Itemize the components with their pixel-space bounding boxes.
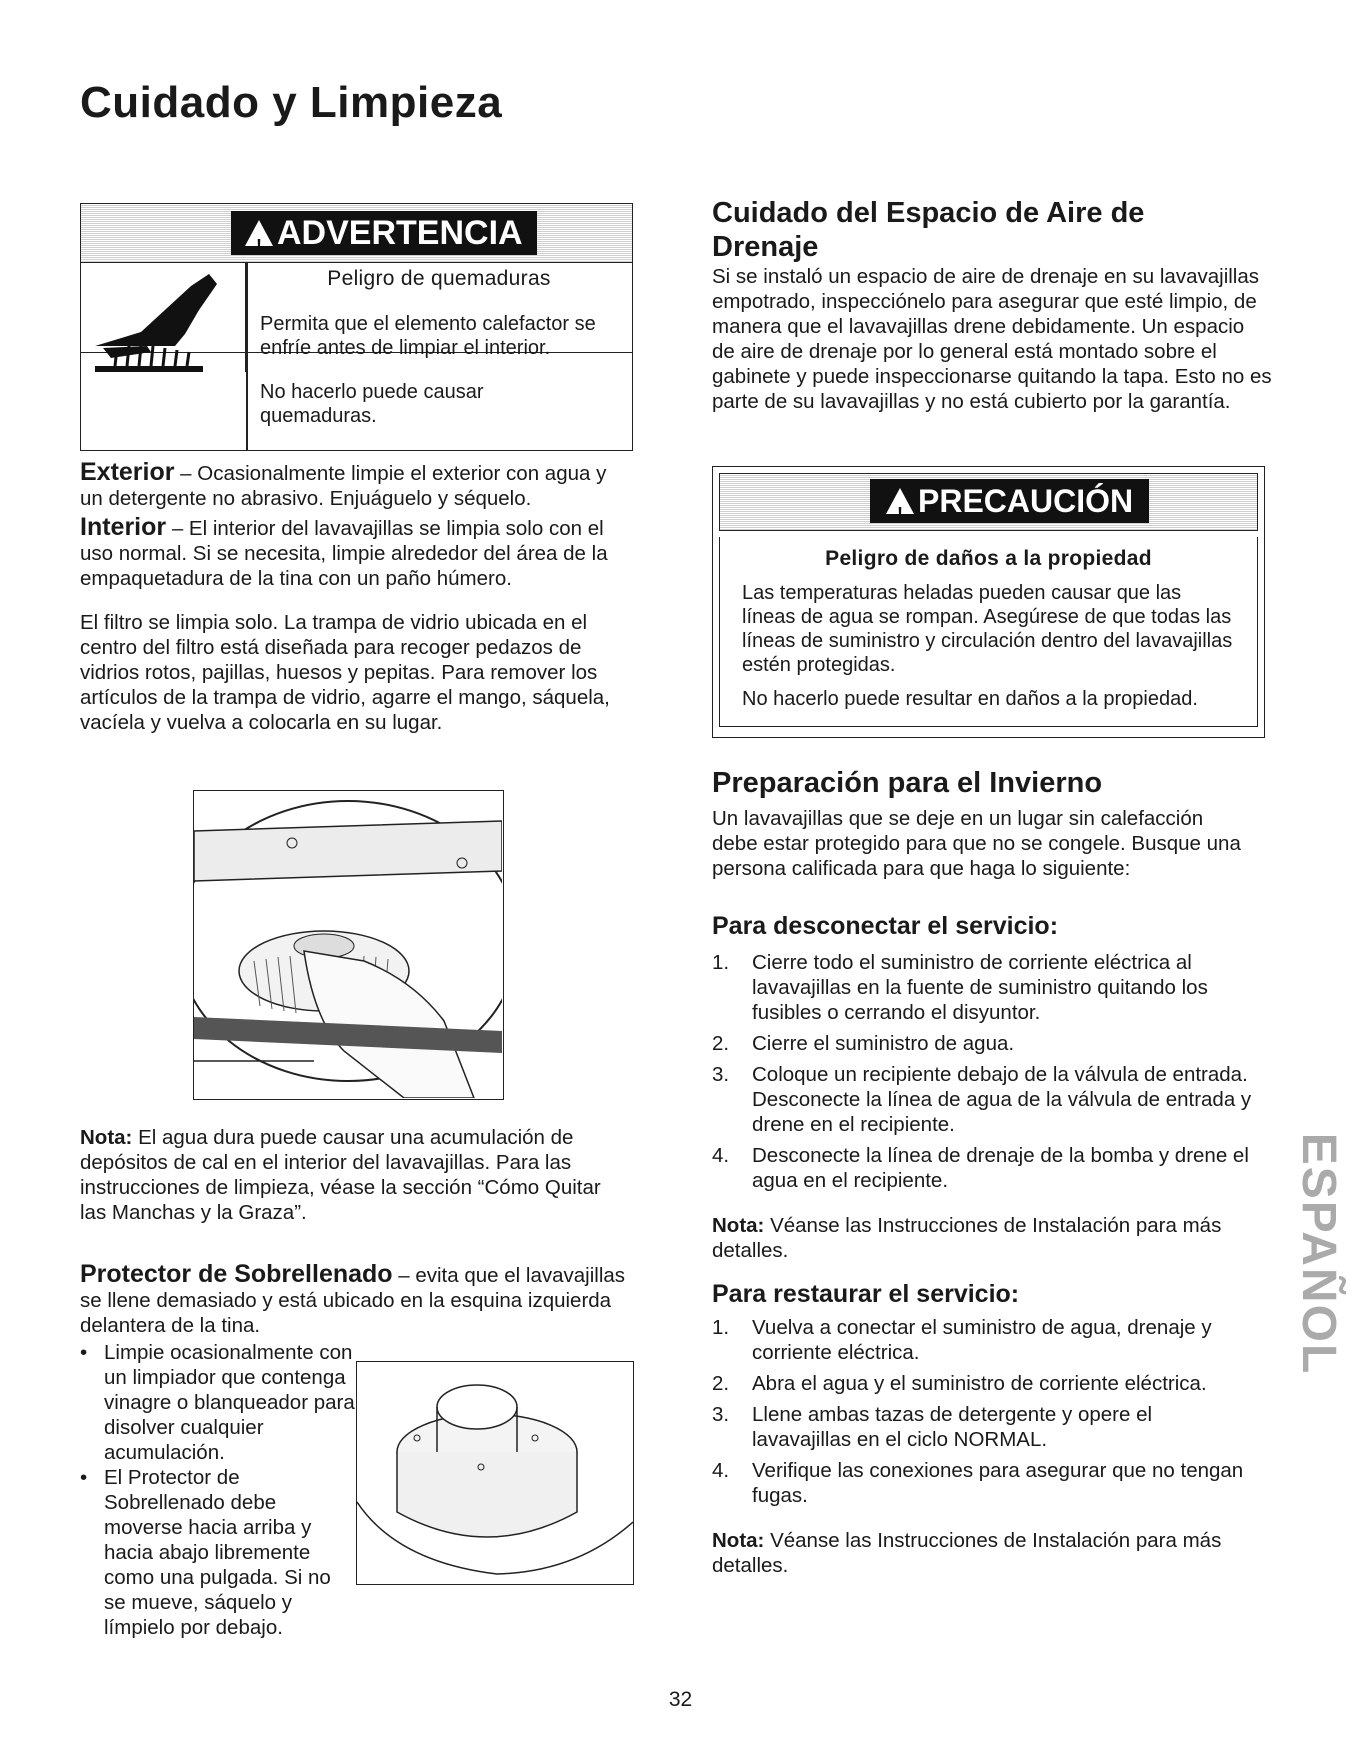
filter-paragraph: El filtro se limpia solo. La trampa de vidrio ubicada en el centro del filtro está diseñada para recoger pedazos de vidrios rotos, pajillas, huesos y pepitas. Para remover los artículos de la trampa de vidrio, agarre el mango, sáquela, vacíela y vuelva a colocarla en su lugar.: [80, 611, 610, 734]
list-item: 3. Coloque un recipiente debajo de la válvula de entrada. Desconecte la línea de agua de la válvula de entrada y drene en el recipiente.: [712, 1063, 1252, 1136]
caution-text-1: Las temperaturas heladas pueden causar que las líneas de agua se rompan. Asegúrese de que todas las líneas de suministro y circulación dentro del lavavajillas estén protegidas.: [742, 582, 1233, 676]
burn-hazard-icon: [81, 262, 246, 372]
caution-label: [870, 479, 1149, 523]
winter-text: Un lavavajillas que se deje en un lugar sin calefacción debe estar protegido para que no se congele. Busque una persona calificada para que haga lo siguiente:: [712, 807, 1241, 880]
interior-paragraph: [80, 515, 630, 591]
air-gap-heading: Cuidado del Espacio de Aire de Drenaje: [712, 197, 1145, 263]
list-item: 4. Desconecte la línea de drenaje de la bomba y drene el agua en el recipiente.: [712, 1144, 1249, 1192]
caution-banner-text: PRECAUCIÓN: [918, 483, 1134, 519]
warning-text-1: Permita que el elemento calefactor se enfríe antes de limpiar el interior.: [260, 313, 596, 359]
overfill-bullet: • El Protector de Sobrellenado debe moverse hacia arriba y hacia abajo libremente como una pulgada. Si no se mueve, sáquelo y límpielo por debajo.: [80, 1466, 331, 1639]
note-left-text: El agua dura puede causar una acumulación de depósitos de cal en el interior del lavavajillas. Para las instrucciones de limpieza, véase la sección “Cómo Quitar las Manchas y la Graza”.: [80, 1126, 601, 1224]
warning-subtitle: Peligro de quemaduras: [327, 267, 551, 290]
restore-steps: [712, 1315, 1252, 1514]
note-left-label: Nota:: [80, 1126, 133, 1149]
list-item: 2. Cierre el suministro de agua.: [712, 1032, 1015, 1055]
list-item: 2. Abra el agua y el suministro de corriente eléctrica.: [712, 1372, 1207, 1395]
list-item: 4. Verifique las conexiones para asegurar que no tengan fugas.: [712, 1459, 1244, 1507]
warning-label: [231, 211, 537, 255]
warning-divider: [246, 262, 248, 451]
disconnect-heading: Para desconectar el servicio:: [712, 912, 1059, 940]
overfill-paragraph: [80, 1262, 630, 1338]
list-item: 1. Vuelva a conectar el suministro de agua, drenaje y corriente eléctrica.: [712, 1316, 1212, 1364]
page-number: 32: [668, 1688, 693, 1711]
language-side-tab: [1291, 1110, 1343, 1400]
overfill-bullets: [80, 1340, 358, 1640]
overfill-text: – evita que el lavavajillas se llene demasiado y está ubicado en la esquina izquierda delantera de la tina.: [80, 1264, 626, 1337]
exterior-lead: Exterior: [80, 458, 175, 486]
interior-text: – El interior del lavavajillas se limpia solo con el uso normal. Si se necesita, limpie alrededor del área de la empaquetadura de la tina con un paño húmero.: [80, 517, 608, 590]
overfill-bullet: • Limpie ocasionalmente con un limpiador que contenga vinagre o blanqueador para disolver cualquier acumulación.: [80, 1341, 355, 1464]
list-item: 3. Llene ambas tazas de detergente y opere el lavavajillas en el ciclo NORMAL.: [712, 1403, 1153, 1451]
exterior-text: – Ocasionalmente limpie el exterior con agua y un detergente no abrasivo. Enjuáguelo y séquelo.: [80, 462, 607, 510]
list-item: 1. Cierre todo el suministro de corriente eléctrica al lavavajillas en la fuente de suministro quitando los fusibles o cerrando el disyuntor.: [712, 951, 1208, 1024]
restore-note: Nota: Véanse las Instrucciones de Instalación para más detalles.: [712, 1529, 1222, 1577]
filter-illustration: [193, 790, 504, 1100]
air-gap-text: Si se instaló un espacio de aire de drenaje en su lavavajillas empotrado, inspecciónelo para asegurar que esté limpio, de manera que el lavavajillas drene debidamente. Un espacio de aire de drenaje por lo general está montado sobre el gabinete y puede inspeccionarse quitando la tapa. Esto no es parte de su lavavajillas y no está cubierto por la garantía.: [712, 265, 1272, 413]
caution-triangle-icon: !: [886, 488, 914, 514]
overfill-lead: Protector de Sobrellenado: [80, 1260, 393, 1288]
note-left: [80, 1125, 630, 1225]
warning-triangle-icon: !: [245, 220, 273, 246]
warning-banner: [81, 204, 632, 263]
exterior-paragraph: [80, 460, 630, 511]
winter-heading: Preparación para el Invierno: [712, 767, 1103, 799]
restore-heading: Para restaurar el servicio:: [712, 1280, 1020, 1308]
warning-text-2: No hacerlo puede causar quemaduras.: [260, 381, 484, 427]
disconnect-note: Nota: Véanse las Instrucciones de Instalación para más detalles.: [712, 1214, 1222, 1262]
disconnect-steps: [712, 950, 1267, 1199]
caution-text-2: No hacerlo puede resultar en daños a la propiedad.: [742, 688, 1198, 710]
caution-subtitle: Peligro de daños a la propiedad: [825, 547, 1152, 570]
language-side-tab-label: ESPAÑOL: [1292, 1132, 1345, 1376]
overfill-illustration: [356, 1361, 634, 1585]
page-title: Cuidado y Limpieza: [80, 78, 503, 127]
warning-banner-text: ADVERTENCIA: [277, 214, 523, 252]
interior-lead: Interior: [80, 513, 167, 541]
caution-banner: [719, 473, 1258, 531]
caution-box: [712, 466, 1265, 738]
